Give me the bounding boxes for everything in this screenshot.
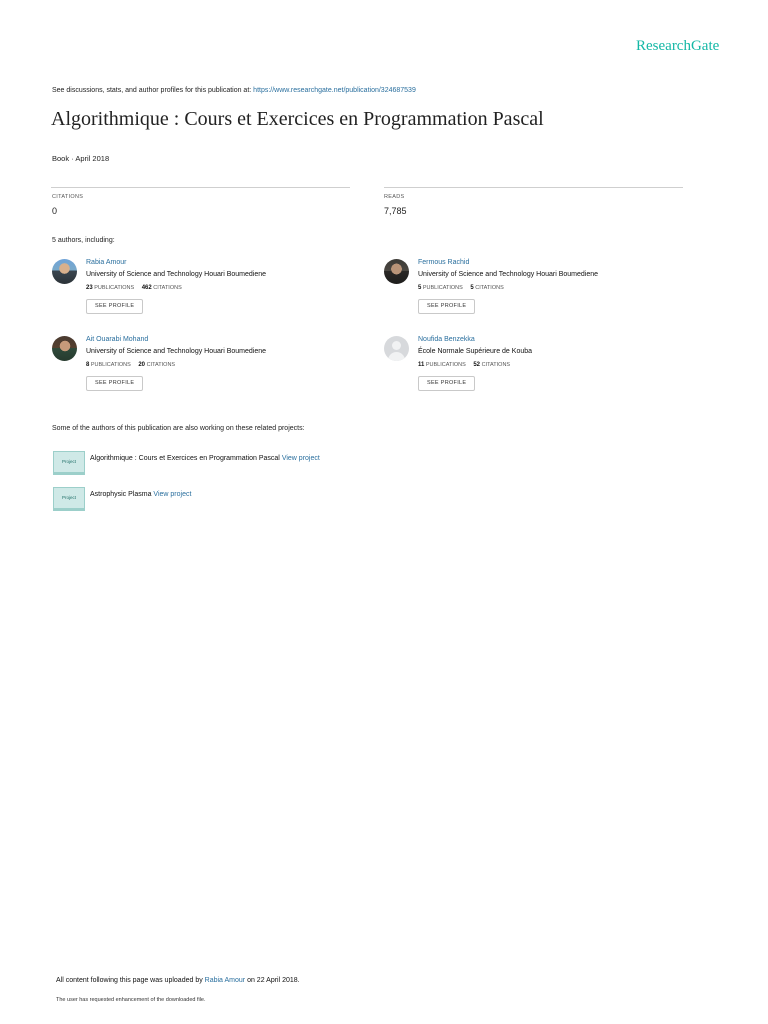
citations-label: CITATIONS — [153, 285, 182, 291]
project-item — [53, 487, 373, 511]
view-project-link[interactable]: View project — [153, 491, 192, 498]
author-name-link[interactable]: Rabia Amour — [86, 259, 127, 266]
author-avatar[interactable] — [384, 259, 409, 284]
publication-title: Algorithmique : Cours et Exercices en Programmation Pascal — [51, 108, 544, 130]
author-publications-count: 5 — [418, 285, 422, 291]
see-profile-button[interactable]: SEE PROFILE — [86, 299, 143, 314]
author-avatar[interactable] — [52, 259, 77, 284]
placeholder-head-shape — [392, 341, 401, 350]
author-publications-count: 8 — [86, 362, 90, 368]
project-icon — [53, 451, 85, 475]
placeholder-body-shape — [388, 352, 405, 361]
view-project-link[interactable]: View project — [281, 455, 320, 462]
author-name-link[interactable]: Fermous Rachid — [418, 259, 470, 266]
upload-prefix: All content following this page was uploaded by — [56, 977, 205, 984]
author-card — [384, 259, 684, 329]
authors-heading: 5 authors, including: — [52, 237, 115, 244]
discussion-line — [52, 87, 416, 94]
project-title: Astrophysic Plasma — [90, 491, 152, 498]
see-profile-button[interactable]: SEE PROFILE — [418, 376, 475, 391]
author-institution: University of Science and Technology Houari Boumediene — [86, 271, 267, 278]
project-icon-label: Project — [61, 495, 76, 500]
see-profile-button[interactable]: SEE PROFILE — [86, 376, 143, 391]
upload-suffix: on 22 April 2018. — [245, 977, 300, 984]
see-profile-button[interactable]: SEE PROFILE — [418, 299, 475, 314]
author-citations-count: 52 — [473, 362, 481, 368]
citations-label: CITATIONS — [52, 194, 84, 200]
author-stats — [418, 285, 504, 291]
reads-value: 7,785 — [384, 206, 407, 216]
citations-divider — [51, 187, 350, 188]
author-name-link[interactable]: Noufida Benzekka — [418, 336, 475, 343]
author-card — [52, 336, 352, 406]
reads-divider — [384, 187, 683, 188]
project-line — [90, 491, 191, 498]
publication-meta: Book · April 2018 — [52, 154, 110, 163]
citations-label: CITATIONS — [481, 362, 511, 368]
citations-label: CITATIONS — [146, 362, 176, 368]
author-stats — [86, 362, 175, 368]
publications-label: PUBLICATIONS — [425, 362, 466, 368]
discussion-text: See discussions, stats, and author profiles for this publication at: — [52, 87, 254, 94]
citations-label: CITATIONS — [475, 285, 504, 291]
reads-label: READS — [384, 194, 405, 200]
upload-note — [56, 977, 300, 984]
uploader-link[interactable]: Rabia Amour — [204, 977, 246, 984]
author-publications-count: 23 — [86, 285, 93, 291]
project-line — [90, 455, 320, 462]
author-card — [52, 259, 352, 329]
publications-label: PUBLICATIONS — [90, 362, 131, 368]
project-item — [53, 451, 373, 475]
author-institution: University of Science and Technology Houari Boumediene — [86, 348, 267, 355]
project-title: Algorithmique : Cours et Exercices en Programmation Pascal — [90, 455, 280, 462]
publications-label: PUBLICATIONS — [94, 285, 135, 291]
publications-label: PUBLICATIONS — [422, 285, 463, 291]
author-citations-count: 5 — [470, 285, 474, 291]
enhancement-note: The user has requested enhancement of the downloaded file. — [56, 997, 206, 1003]
author-avatar-placeholder[interactable] — [384, 336, 409, 361]
author-institution: École Normale Supérieure de Kouba — [418, 348, 533, 355]
author-card — [384, 336, 684, 406]
project-icon — [53, 487, 85, 511]
author-stats — [86, 285, 182, 291]
author-institution: University of Science and Technology Houari Boumediene — [418, 271, 599, 278]
author-publications-count: 11 — [418, 362, 425, 368]
author-citations-count: 20 — [138, 362, 146, 368]
author-citations-count: 462 — [141, 285, 152, 291]
citations-value: 0 — [52, 206, 58, 216]
author-avatar[interactable] — [52, 336, 77, 361]
researchgate-logo[interactable]: ResearchGate — [636, 38, 720, 54]
author-stats — [418, 362, 510, 368]
related-projects-heading: Some of the authors of this publication are also working on these related projects: — [52, 425, 305, 432]
author-name-link[interactable]: Ait Ouarabi Mohand — [86, 336, 149, 343]
project-icon-label: Project — [61, 459, 76, 464]
publication-url-link[interactable]: https://www.researchgate.net/publication/324687539 — [253, 87, 416, 94]
